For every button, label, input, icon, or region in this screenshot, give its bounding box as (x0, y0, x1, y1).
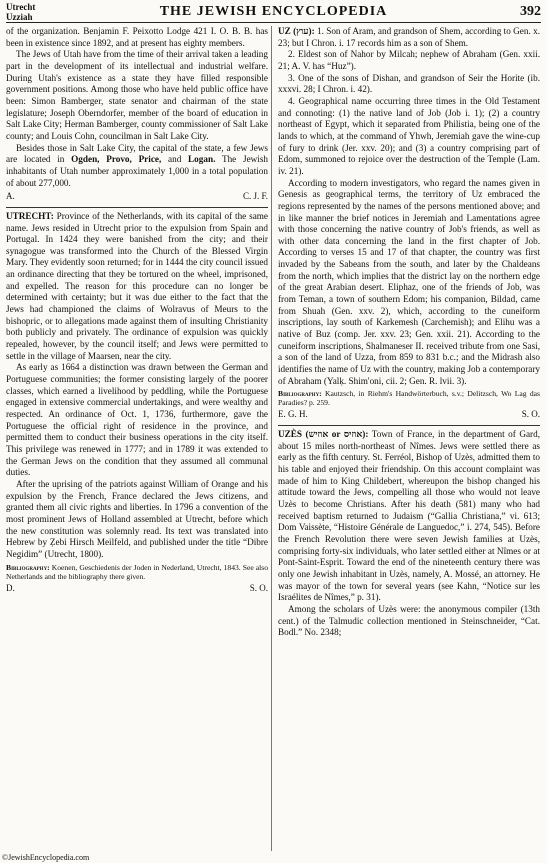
utrecht-signature (6, 581, 268, 598)
utrecht-sig-left: D. (6, 582, 15, 593)
section-divider (6, 207, 268, 208)
utah-sig-left: A. (6, 191, 15, 202)
uz-paragraph-4: 4. Geographical name occurring three times in the Old Testament and connoting: (1) the native land of Job (Job i. 1); (2) a country northeast of Egypt, which it separated from Philistia, being one of the lands to which, at the command of Yhwh, Jeremiah gave the wine-cup of fury to drink (Jer. xxv. 20); and (3) a country comprising part of Edom, summoned to rejoice over the destruction of the Temple (Lam. iv. 21). (278, 95, 540, 176)
copyright-footer: ©JewishEncyclopedia.com (2, 853, 90, 862)
utah-p3-text-c: The Jewish inhabitants of Utah number approximately 1,000 in a total population of about 277,000. (6, 154, 268, 188)
page-number: 392 (520, 4, 541, 19)
utrecht-bib-text: Koenen, Geschiedenis der Joden in Nederland, Utrecht, 1843. See also Netherlands and the bibliography there given. (6, 562, 268, 581)
uz-sig-left: E. G. H. (278, 409, 308, 420)
utah-sig-right: C. J. F. (242, 191, 268, 202)
utrecht-sig-right: S. O. (249, 582, 268, 593)
bibliography-label: Bibliography: (278, 389, 322, 399)
logan-link[interactable]: Logan. (188, 154, 216, 165)
uzes-paragraph-1 (278, 429, 540, 604)
uz-paragraph-1 (278, 26, 540, 49)
utrecht-paragraph-2: As early as 1664 a distinction was drawn between the German and Portuguese communities; the former consisting largely of the poorer classes, which earned a livelihood by peddling, while the Portuguese engaged in extensive commercial undertakings, and were wealthy and respected. An ordinance of Oct. 1, 1736, furthermore, gave the Portuguese the official right of residence in the province, and permitted them to conduct their business operations in the city itself. This privilege was renewed in 1777; and in 1789 it was extended to the German Jews on the condition that they assumed all communal duties. (6, 362, 268, 478)
utrecht-bibliography (6, 563, 268, 581)
uz-paragraph-3: 3. One of the sons of Dishan, and grandson of Seir the Horite (ib. xxxvi. 28; I Chron. i. 42). (278, 72, 540, 95)
utah-p3-text-a: Besides those in Salt Lake City, the capital of the state, a few Jews are located in (6, 142, 268, 165)
utah-signature (6, 189, 268, 206)
utah-p3-text-b: and (161, 154, 189, 165)
utrecht-paragraph-1 (6, 211, 268, 363)
bibliography-label: Bibliography: (6, 562, 50, 572)
uz-p1-text: 1. Son of Aram, and grandson of Shem, according to Gen. x. 23; but I Chron. i. 17 records him as a son of Shem. (278, 26, 540, 48)
utrecht-title: UTRECHT: (6, 210, 54, 221)
uz-paragraph-5: According to modern investigators, who regard the names given in Genesis as geographical terms, the territory of Uz embraced the regions represented by the names of the persons mentioned above; and in like manner the brief notices in Jeremiah and Lamentations agree with those concerning the native country of Job's friends, as well as with other data concerning the land in the first chapter of Job. According to verses 15 and 17 of that chapter, the country was first invaded by the Sabeans from the south, and later by the Chaldeans from the north, which implies that the district lay on the northern edge of the great Arabian desert. Eliphaz, one of the friends of Job, was from Teman, a town of southern Edom; his companion, Bildad, came from Shuah (Gen. xxv. 2), which, according to the cuneiform inscriptions, lay south of Karkemesh (Carchemish); and Elihu was a native of Buz (comp. Jer. xxv. 23; Gen. xxii. 21). According to the cuneiform inscriptions, Shalmaneser II. received tribute from one Sasi, a son of the land of Uzza, from 859 to 831 b.c.; and the Midrash also identifies the name of Uz with the country, making Job a contemporary of Abraham (Yalḳ. Shim'oni, cii. 2; Gen. R. lvii. 3). (278, 177, 540, 386)
uz-bib-text: Kautzsch, in Riehm's Handwörterbuch, s.v.; Delitzsch, Wo Lag das Paradies? p. 259. (278, 389, 540, 408)
uz-bibliography (278, 389, 540, 407)
section-divider (278, 425, 540, 426)
uzes-title: UZÈS (אוזיש or אוזיס): (278, 429, 369, 439)
uzes-p1-text: Town of France, in the department of Gard, about 15 miles north-northeast of Nîmes. Jews were settled there as early as the fifth century. St. Ferréol, Bishop of Uzès, admitted them to his table and enjoyed their friendship. On this account complaint was made of him to King Childebert, whereupon the bishop changed his attitude toward the Jews, compelling all those who would not leave Uzès to become Christians. After his death (581) many who had received baptism returned to Judaism (“Gallia Christiana,” vi. 613; Dom Vaissète, “Histoire Générale de Languedoc,” i. 274, 545). Before the French Revolution there were seven Jewish families at Uzès, comprising forty-six individuals, who later settled either at Nîmes or at Pont-Saint-Esprit. Toward the end of the nineteenth century there was only one Jewish inhabitant in Uzès, namely, A. Mossé, an attorney. He was mayor of the town for several years (see Kahn, “Notice sur les Israélites de Nîmes,” p. 31). (278, 429, 540, 603)
uz-title: UZ (עוץ): (278, 26, 315, 36)
utrecht-paragraph-3: After the uprising of the patriots against William of Orange and his expulsion by the French, France declared the Jews citizens, and granted them all civic rights and liberties. In 1796 a convention of the most prominent Jews of Holland assembled at Utrecht, before which the new constitution was solemnly read. Its text was translated into Hebrew by Ẓebi Hirsch Meilfeld, and published under the title “Dibre Negidim” (Utrecht, 1800). (6, 478, 268, 559)
journal-title: THE JEWISH ENCYCLOPEDIA (159, 4, 388, 19)
uz-signature (278, 407, 540, 424)
utah-paragraph-1: of the organization. Benjamin F. Peixotto Lodge 421 I. O. B. B. has been in existence since 1892, and at present has eighty members. (6, 26, 268, 48)
utah-places-link[interactable]: Ogden, Provo, Price, (71, 154, 162, 165)
header-rule (6, 22, 541, 23)
left-column (6, 26, 268, 597)
column-divider (271, 26, 272, 851)
running-head: Utrecht Uzziah (6, 2, 36, 22)
utah-paragraph-2: The Jews of Utah have from the time of their arrival taken a leading part in the development of its intellectual and industrial welfare. During Utah's existence as a state they have filled responsible government positions. Among those who have held public office have been: Simon Bamberger, state senator and chairman of the state legislature; Joseph Oberndorfer, member of the board of education in Salt Lake City; Herman Bamberger, county commissioner of Salt Lake county; and Louis Cohn, councilman in Salt Lake City. (6, 49, 268, 141)
uz-sig-right: S. O. (521, 409, 540, 420)
utah-paragraph-3 (6, 143, 268, 190)
uz-paragraph-2: 2. Eldest son of Nahor by Milcah; nephew of Abraham (Gen. xxii. 21; A. V. has “Huz”). (278, 49, 540, 71)
right-column (278, 26, 540, 639)
uzes-paragraph-2: Among the scholars of Uzès were: the anonymous compiler (13th cent.) of the Talmudic collection mentioned in Steinschneider, “Cat. Bodl.” No. 2348; (278, 603, 540, 638)
utrecht-p1-text: Province of the Netherlands, with its capital of the same name. Jews resided in Utrecht prior to the expulsion from Spain and Portugal. In 1424 they were banished from the city; and their synagogue was transformed into the Church of the Blessed Virgin Mary. They evidently soon returned; for in 1444 the city council issued an ordinance directing that they be tortured on the wheel, imprisoned, and expelled. The reason for this procedure can no longer be determined with certainty; but it was due either to the fact that the Jews had championed the claims of Wolravus of Meurs to the bishopric, or to allegations made against them of insulting Christianity both publicly and privately. The ordinance of expulsion was quickly repealed, however, by the council itself; and Jews were permitted to settle in the village of Maarsen, near the city. (6, 210, 268, 361)
